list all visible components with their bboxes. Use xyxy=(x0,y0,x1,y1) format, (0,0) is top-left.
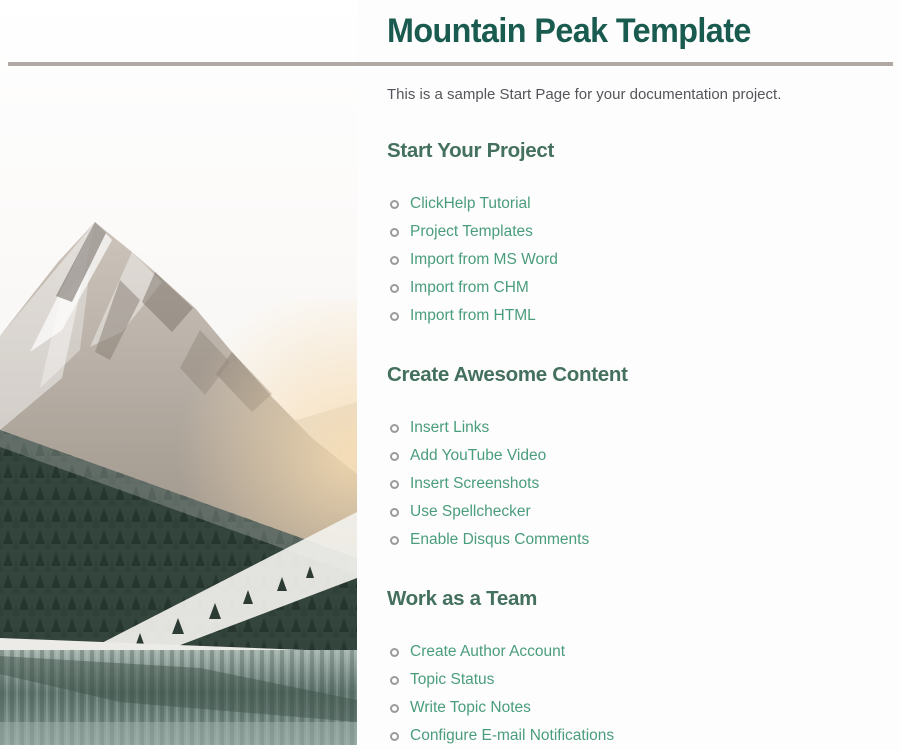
list-item xyxy=(387,666,887,694)
topic-link[interactable]: Insert Screenshots xyxy=(410,475,540,492)
list-item xyxy=(387,302,887,330)
list-item xyxy=(387,190,887,218)
link-list-2 xyxy=(387,638,887,750)
topic-link[interactable]: Import from MS Word xyxy=(410,251,558,268)
ring-bullet-icon xyxy=(390,704,399,713)
ring-bullet-icon xyxy=(390,312,399,321)
topic-link[interactable]: Topic Status xyxy=(410,671,495,688)
list-item xyxy=(387,694,887,722)
ring-bullet-icon xyxy=(390,480,399,489)
list-item xyxy=(387,218,887,246)
ring-bullet-icon xyxy=(390,452,399,461)
content-sections xyxy=(387,138,887,750)
list-item xyxy=(387,498,887,526)
ring-bullet-icon xyxy=(390,732,399,741)
topic-link[interactable]: Import from HTML xyxy=(410,307,536,324)
topic-link[interactable]: Write Topic Notes xyxy=(410,699,531,716)
topic-link[interactable]: Import from CHM xyxy=(410,279,529,296)
topic-link[interactable]: Use Spellchecker xyxy=(410,503,531,520)
lake-reflection xyxy=(0,650,357,745)
page-title: Mountain Peak Template xyxy=(387,12,751,50)
section-heading-1: Create Awesome Content xyxy=(387,363,628,386)
topic-link[interactable]: Configure E-mail Notifications xyxy=(410,727,615,744)
topic-link[interactable]: Insert Links xyxy=(410,419,490,436)
list-item xyxy=(387,442,887,470)
link-list-1 xyxy=(387,414,887,554)
ring-bullet-icon xyxy=(390,676,399,685)
list-item xyxy=(387,470,887,498)
ring-bullet-icon xyxy=(390,228,399,237)
list-item xyxy=(387,638,887,666)
list-item xyxy=(387,526,887,554)
ring-bullet-icon xyxy=(390,424,399,433)
link-list-0 xyxy=(387,190,887,330)
topic-link[interactable]: Create Author Account xyxy=(410,643,566,660)
ring-bullet-icon xyxy=(390,648,399,657)
topic-link[interactable]: Enable Disqus Comments xyxy=(410,531,590,548)
section-heading-0: Start Your Project xyxy=(387,139,554,162)
topic-link[interactable]: Add YouTube Video xyxy=(410,447,547,464)
list-item xyxy=(387,414,887,442)
ring-bullet-icon xyxy=(390,200,399,209)
mountain-photo xyxy=(0,0,357,745)
list-item xyxy=(387,274,887,302)
list-item xyxy=(387,722,887,750)
ring-bullet-icon xyxy=(390,508,399,517)
ring-bullet-icon xyxy=(390,284,399,293)
intro-text: This is a sample Start Page for your documentation project. xyxy=(387,86,782,103)
topic-link[interactable]: Project Templates xyxy=(410,223,533,240)
section-heading-2: Work as a Team xyxy=(387,587,538,610)
ring-bullet-icon xyxy=(390,256,399,265)
ring-bullet-icon xyxy=(390,536,399,545)
topic-link[interactable]: ClickHelp Tutorial xyxy=(410,195,531,212)
list-item xyxy=(387,246,887,274)
content-column xyxy=(387,0,887,750)
